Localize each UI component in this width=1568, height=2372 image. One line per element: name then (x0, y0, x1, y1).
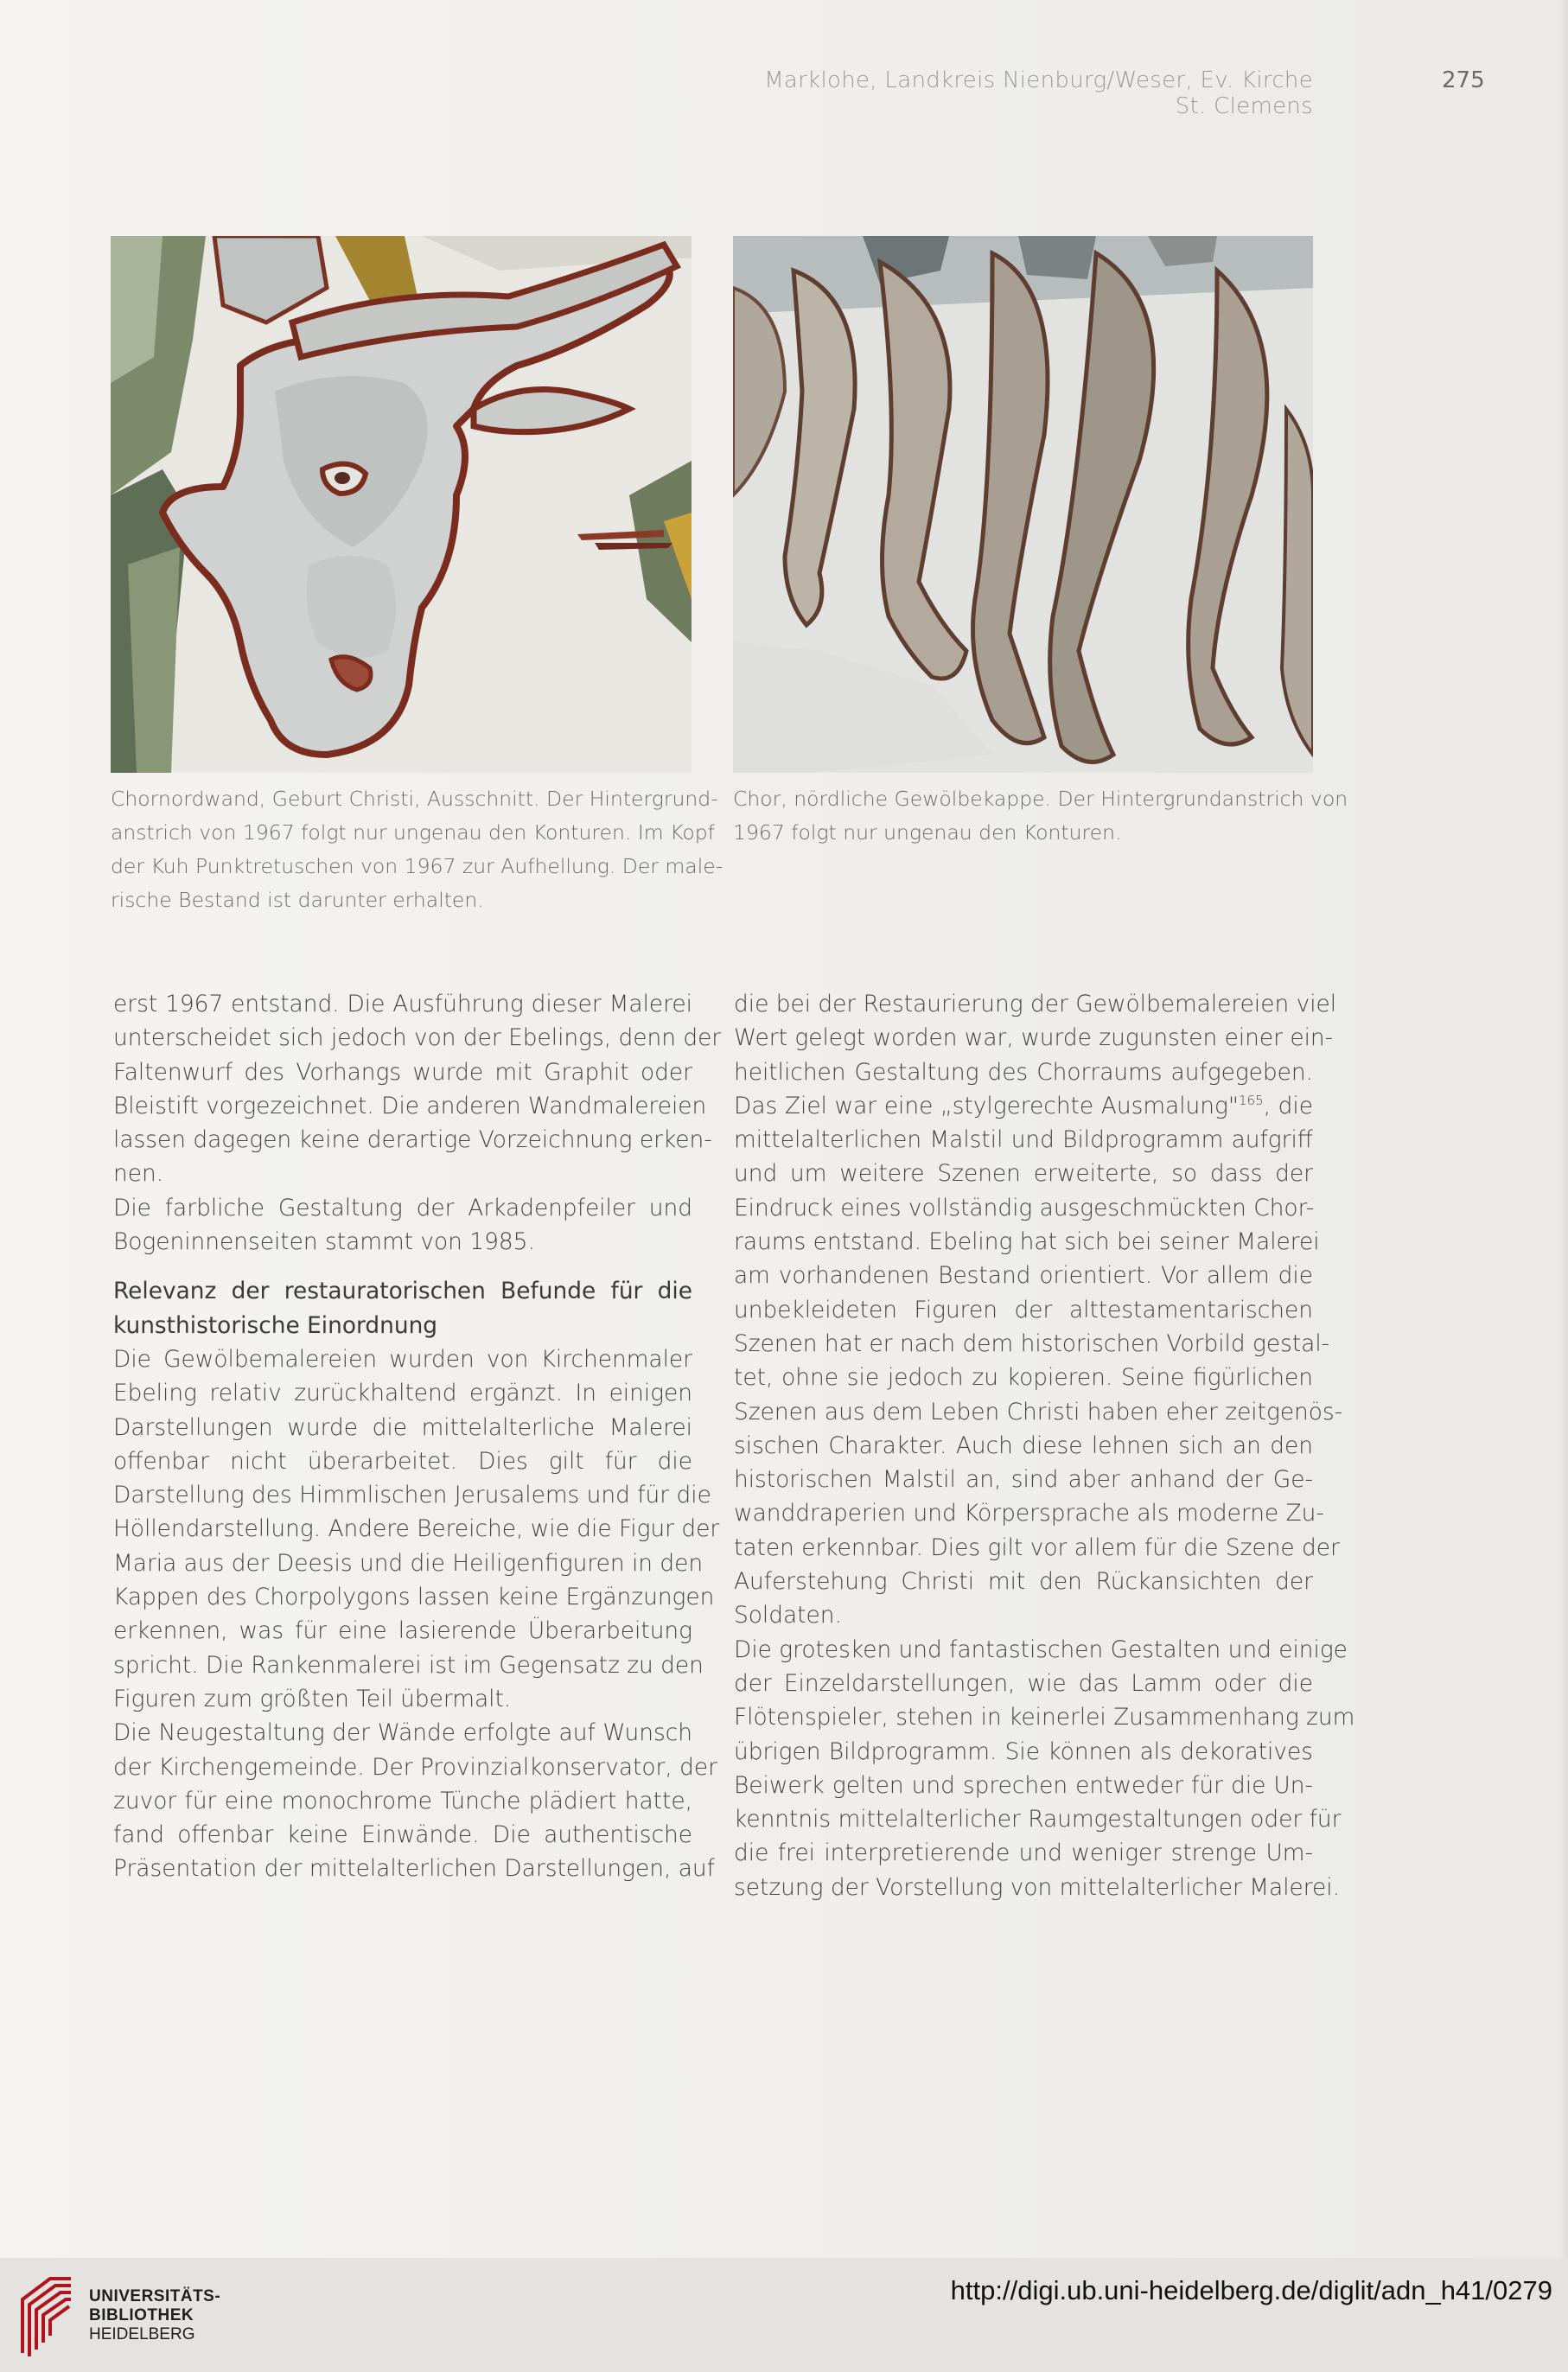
text-line: setzung der Vorstellung von mittelalterlicher Malerei. (734, 1873, 1341, 1901)
library-name[interactable] (89, 2287, 220, 2344)
library-name-line: BIBLIOTHEK (89, 2306, 194, 2324)
text-line: taten erkennbar. Dies gilt vor allem für die Szene der (734, 1534, 1340, 1561)
text-line: Die grotesken und fantastischen Gestalten und einige (734, 1636, 1348, 1663)
caption-line: Chor, nördliche Gewölbekappe. Der Hintergrundanstrich von (733, 787, 1348, 811)
text-line: erst 1967 entstand. Die Ausführung dieser Malerei (113, 991, 692, 1017)
text-line: Die Neugestaltung der Wände erfolgte auf Wunsch (113, 1719, 692, 1747)
library-name-line: UNIVERSITÄTS- (89, 2287, 221, 2305)
library-name-line: HEIDELBERG (89, 2325, 195, 2343)
text-line: Die farbliche Gestaltung der Arkadenpfeiler und (113, 1194, 692, 1221)
legs-painting-image (733, 236, 1313, 773)
text-line: Szenen hat er nach dem historischen Vorbild gestal- (734, 1329, 1330, 1357)
text-line: sischen Charakter. Auch diese lehnen sich an den (734, 1431, 1313, 1459)
text-line: Faltenwurf des Vorhangs wurde mit Graphit oder (113, 1058, 692, 1086)
text-line: Bleistift vorgezeichnet. Die anderen Wandmalereien (113, 1092, 707, 1119)
text-line: unbekleideten Figuren der alttestamentarischen (734, 1296, 1313, 1323)
text-segment: Das Ziel war eine „stylgerechte Ausmalung" (734, 1092, 1239, 1119)
running-title: Marklohe, Landkreis Nienburg/Weser, Ev. Kirche St. Clemens (764, 67, 1313, 119)
text-line: und um weitere Szenen erweiterte, so dass der (734, 1160, 1313, 1188)
text-line: Maria aus der Deesis und die Heiligenfiguren in den (113, 1549, 704, 1577)
figure-legs-detail (733, 236, 1313, 773)
text-line: zuvor für eine monochrome Tünche plädiert hatte, (113, 1787, 692, 1814)
text-line: lassen dagegen keine derartige Vorzeichnung erken- (113, 1126, 712, 1154)
text-line: Flötenspieler, stehen in keinerlei Zusammenhang zum (734, 1704, 1355, 1731)
text-line: am vorhandenen Bestand orientiert. Vor allem die (734, 1262, 1313, 1290)
text-line: Bogeninnenseiten stammt von 1985. (113, 1228, 535, 1256)
figure-cow-detail (111, 236, 692, 773)
text-line: übrigen Bildprogramm. Sie können als dekoratives (734, 1738, 1313, 1765)
text-line: Höllendarstellung. Andere Bereiche, wie die Figur der (113, 1515, 720, 1543)
text-line-with-footnote (734, 1089, 1313, 1123)
text-line: kenntnis mittelalterlicher Raumgestaltungen oder für (734, 1806, 1342, 1833)
text-line: raums entstand. Ebeling hat sich bei seiner Malerei (734, 1228, 1320, 1256)
footnote-reference[interactable]: 165 (1238, 1092, 1264, 1108)
text-line: erkennen, was für eine lasierende Überarbeitung (113, 1617, 692, 1645)
text-line: Darstellungen wurde die mittelalterliche Malerei (113, 1413, 692, 1441)
text-line: Die Gewölbemalereien wurden von Kirchenmaler (113, 1345, 692, 1373)
permalink-url[interactable]: http://digi.ub.uni-heidelberg.de/diglit/adn_h41/0279 (950, 2275, 1552, 2305)
text-line: Figuren zum größten Teil übermalt. (113, 1685, 512, 1712)
text-column-left (113, 987, 722, 1886)
text-line: Ebeling relativ zurückhaltend ergänzt. In einigen (113, 1380, 692, 1407)
text-line: spricht. Die Rankenmalerei ist im Gegensatz zu den (113, 1651, 704, 1679)
caption-line: 1967 folgt nur ungenau den Konturen. (733, 820, 1122, 845)
section-heading: Relevanz der restauratorischen Befunde für die (113, 1278, 692, 1305)
text-line: Eindruck eines vollständig ausgeschmückten Chor- (734, 1194, 1315, 1221)
text-line: tet, ohne sie jedoch zu kopieren. Seine figürlichen (734, 1364, 1313, 1392)
text-line: Auferstehung Christi mit den Rückansichten der (734, 1568, 1313, 1596)
text-line: wanddraperien und Körpersprache als moderne Zu- (734, 1500, 1324, 1527)
text-line: historischen Malstil an, sind aber anhand der Ge- (734, 1466, 1313, 1494)
caption-line: der Kuh Punktretuschen von 1967 zur Aufhellung. Der male- (111, 854, 723, 878)
caption-line: anstrich von 1967 folgt nur ungenau den Konturen. Im Kopf (111, 820, 715, 845)
text-line: der Kirchengemeinde. Der Provinzialkonservator, der (113, 1753, 718, 1781)
text-line: fand offenbar keine Einwände. Die authentische (113, 1821, 692, 1849)
figure-caption-right (733, 782, 1348, 850)
text-line: offenbar nicht überarbeitet. Dies gilt für die (113, 1447, 692, 1475)
text-line: Darstellung des Himmlischen Jerusalems und für die (113, 1482, 711, 1509)
text-column-right (734, 987, 1355, 1904)
text-line: heitlichen Gestaltung des Chorraums aufgegeben. (734, 1058, 1313, 1086)
text-line: Szenen aus dem Leben Christi haben eher zeitgenös- (734, 1398, 1343, 1425)
text-line: die bei der Restaurierung der Gewölbemalereien viel (734, 991, 1337, 1017)
text-line: mittelalterlichen Malstil und Bildprogramm aufgriff (734, 1126, 1313, 1154)
caption-line: rische Bestand ist darunter erhalten. (111, 888, 484, 912)
text-line: Beiwerk gelten und sprechen entweder für die Un- (734, 1771, 1313, 1799)
text-line: Präsentation der mittelalterlichen Darstellungen, auf (113, 1855, 715, 1883)
caption-line: Chornordwand, Geburt Christi, Ausschnitt. Der Hintergrund- (111, 787, 718, 811)
text-line: der Einzeldarstellungen, wie das Lamm oder die (734, 1669, 1313, 1697)
text-line: Kappen des Chorpolygons lassen keine Ergänzungen (113, 1584, 715, 1611)
library-logo-icon[interactable] (16, 2273, 78, 2360)
section-heading: kunsthistorische Einordnung (113, 1311, 438, 1339)
figure-caption-left (111, 782, 723, 917)
text-line: die frei interpretierende und weniger strenge Um- (734, 1840, 1313, 1867)
text-line: nen. (113, 1160, 164, 1188)
text-segment: , die (1263, 1092, 1313, 1119)
cow-painting-image (111, 236, 692, 773)
text-line: Soldaten. (734, 1602, 842, 1629)
text-line: Wert gelegt worden war, wurde zugunsten einer ein- (734, 1024, 1334, 1052)
text-line: unterscheidet sich jedoch von der Ebelings, denn der (113, 1024, 722, 1052)
page-number: 275 (1442, 67, 1485, 93)
